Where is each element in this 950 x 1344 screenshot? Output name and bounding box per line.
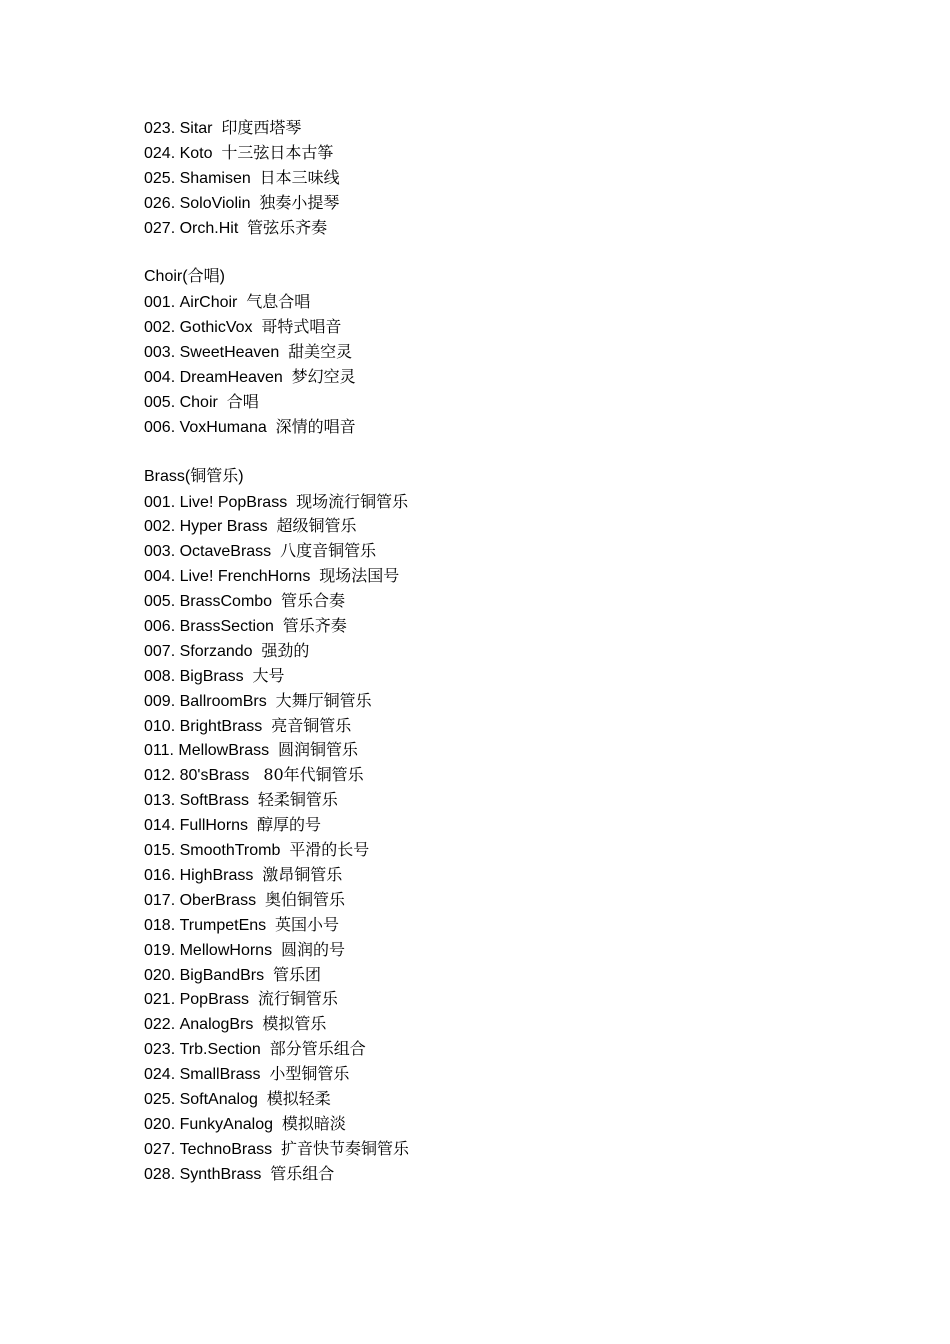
voice-section: [144, 465, 904, 1187]
list-item: [144, 141, 904, 166]
list-item: [144, 216, 904, 241]
voice-chinese-name: 部分管乐组合: [269, 1039, 366, 1059]
voice-number: 005.: [144, 393, 176, 411]
voice-chinese-name: 模拟管乐: [262, 1014, 327, 1034]
voice-chinese-name: 圆润铜管乐: [277, 740, 358, 760]
voice-number: 020.: [144, 1115, 176, 1133]
voice-chinese-name: 现场流行铜管乐: [296, 491, 409, 511]
list-item: [144, 763, 904, 788]
voice-chinese-name: 奥伯铜管乐: [264, 889, 345, 909]
voice-name: Shamisen: [179, 169, 251, 187]
voice-chinese-name: 圆润的号: [280, 939, 345, 959]
voice-number: 027.: [144, 219, 176, 237]
voice-number: 016.: [144, 866, 176, 884]
list-item: [144, 614, 904, 639]
voice-chinese-name: 大舞厅铜管乐: [275, 690, 372, 710]
voice-name: BigBandBrs: [179, 966, 265, 984]
list-item: [144, 639, 904, 664]
voice-chinese-name: 梦幻空灵: [291, 367, 356, 387]
list-item: [144, 564, 904, 589]
list-item: [144, 1087, 904, 1112]
list-item: [144, 315, 904, 340]
list-item: [144, 738, 904, 763]
list-item: [144, 589, 904, 614]
voice-number: 010.: [144, 717, 176, 735]
voice-number: 019.: [144, 941, 176, 959]
voice-name: MellowBrass: [178, 742, 270, 760]
voice-number: 008.: [144, 667, 176, 685]
voice-number: 015.: [144, 842, 176, 860]
voice-number: 026.: [144, 194, 176, 212]
voice-number: 003.: [144, 543, 176, 561]
voice-number: 014.: [144, 817, 176, 835]
list-item: [144, 689, 904, 714]
voice-name: Sitar: [179, 120, 213, 137]
voice-number: 023.: [144, 120, 176, 137]
list-item: [144, 788, 904, 813]
voice-name: OberBrass: [179, 891, 257, 909]
document-page: [144, 116, 904, 1187]
voice-number: 020.: [144, 966, 176, 984]
list-item: [144, 1062, 904, 1087]
voice-chinese-name: 管乐组合: [270, 1163, 335, 1183]
voice-name: FullHorns: [179, 817, 249, 835]
voice-name: Sforzando: [179, 642, 253, 660]
voice-number: 027.: [144, 1140, 176, 1158]
voice-name: BrassSection: [179, 618, 274, 636]
voice-chinese-name: 管乐齐奏: [282, 616, 347, 636]
voice-name: SoloViolin: [179, 194, 251, 212]
voice-name: OctaveBrass: [179, 543, 272, 561]
list-item: [144, 963, 904, 988]
voice-chinese-name: 亮音铜管乐: [271, 715, 352, 735]
voice-number: 002.: [144, 319, 176, 337]
voice-chinese-name: 八度音铜管乐: [280, 541, 377, 561]
voice-number: 004.: [144, 568, 176, 586]
voice-chinese-name: 深情的唱音: [275, 416, 356, 436]
list-item: [144, 838, 904, 863]
voice-chinese-name: 管乐合奏: [280, 591, 345, 611]
voice-name: SmoothTromb: [179, 842, 281, 860]
voice-name: 80'sBrass: [179, 767, 250, 785]
voice-number: 006.: [144, 618, 176, 636]
voice-number: 018.: [144, 916, 176, 934]
voice-section: [144, 265, 904, 439]
voice-chinese-name: 甜美空灵: [288, 342, 353, 362]
voice-name: VoxHumana: [179, 418, 267, 436]
list-item: [144, 863, 904, 888]
voice-number: 005.: [144, 593, 176, 611]
voice-name: FunkyAnalog: [179, 1115, 273, 1133]
voice-name: HighBrass: [179, 866, 254, 884]
list-item: [144, 664, 904, 689]
voice-chinese-name: 激昂铜管乐: [262, 864, 343, 884]
voice-chinese-name: 现场法国号: [319, 566, 400, 586]
list-item: [144, 116, 904, 141]
list-item: [144, 714, 904, 739]
voice-chinese-name: 十三弦日本古筝: [221, 142, 334, 162]
voice-number: 001.: [144, 294, 176, 312]
list-item: [144, 191, 904, 216]
voice-chinese-name: 超级铜管乐: [276, 516, 357, 536]
voice-section: [144, 116, 904, 240]
voice-chinese-name: 管弦乐齐奏: [247, 217, 328, 237]
voice-name: MellowHorns: [179, 941, 273, 959]
voice-name: Live! PopBrass: [179, 493, 288, 511]
list-item: [144, 539, 904, 564]
voice-chinese-name: 印度西塔琴: [221, 118, 302, 137]
list-item: [144, 913, 904, 938]
voice-number: 024.: [144, 1066, 176, 1084]
list-item: [144, 888, 904, 913]
voice-name: Choir: [179, 393, 218, 411]
voice-number: 023.: [144, 1041, 176, 1059]
voice-number: 009.: [144, 692, 176, 710]
voice-name: SweetHeaven: [179, 344, 280, 362]
voice-number: 022.: [144, 1016, 176, 1034]
voice-number: 006.: [144, 418, 176, 436]
list-item: [144, 365, 904, 390]
voice-name: Koto: [179, 144, 213, 162]
voice-name: Live! FrenchHorns: [179, 568, 311, 586]
voice-number: 021.: [144, 991, 176, 1009]
voice-chinese-name: 合唱: [226, 391, 259, 411]
list-item: [144, 1112, 904, 1137]
list-item: [144, 987, 904, 1012]
voice-chinese-name: 强劲的: [261, 640, 310, 660]
list-item: [144, 490, 904, 515]
voice-number: 001.: [144, 493, 176, 511]
list-item: [144, 514, 904, 539]
voice-name: BallroomBrs: [179, 692, 267, 710]
voice-chinese-name: 扩音快节奏铜管乐: [280, 1138, 409, 1158]
voice-chinese-name: 80年代铜管乐: [258, 765, 364, 785]
voice-number: 017.: [144, 891, 176, 909]
list-item: [144, 1012, 904, 1037]
voice-number: 004.: [144, 369, 176, 387]
voice-chinese-name: 模拟暗淡: [281, 1113, 346, 1133]
voice-number: 002.: [144, 518, 176, 536]
list-item: [144, 415, 904, 440]
voice-number: 011.: [144, 742, 174, 760]
list-item: [144, 1137, 904, 1162]
voice-chinese-name: 大号: [252, 665, 285, 685]
voice-name: GothicVox: [179, 319, 253, 337]
voice-name: TechnoBrass: [179, 1140, 273, 1158]
list-item: [144, 813, 904, 838]
voice-chinese-name: 轻柔铜管乐: [257, 790, 338, 810]
voice-chinese-name: 模拟轻柔: [266, 1088, 331, 1108]
voice-chinese-name: 流行铜管乐: [257, 989, 338, 1009]
voice-chinese-name: 小型铜管乐: [269, 1064, 350, 1084]
voice-name: TrumpetEns: [179, 916, 267, 934]
section-heading: Brass(铜管乐): [144, 467, 244, 485]
voice-name: SoftAnalog: [179, 1090, 258, 1108]
list-item: [144, 290, 904, 315]
voice-number: 025.: [144, 169, 176, 187]
voice-name: PopBrass: [179, 991, 249, 1009]
voice-chinese-name: 管乐团: [272, 964, 321, 984]
voice-name: AnalogBrs: [179, 1016, 254, 1034]
voice-name: AirChoir: [179, 294, 238, 312]
voice-name: Hyper Brass: [179, 518, 268, 536]
voice-name: DreamHeaven: [179, 369, 283, 387]
voice-name: BigBrass: [179, 667, 244, 685]
list-item: [144, 340, 904, 365]
voice-number: 028.: [144, 1165, 176, 1183]
voice-number: 013.: [144, 792, 176, 810]
list-item: [144, 1162, 904, 1187]
list-item: [144, 390, 904, 415]
list-item: [144, 1037, 904, 1062]
voice-number: 007.: [144, 642, 176, 660]
voice-name: SynthBrass: [179, 1165, 262, 1183]
list-item: [144, 166, 904, 191]
voice-number: 025.: [144, 1090, 176, 1108]
section-heading: Choir(合唱): [144, 268, 225, 286]
voice-number: 024.: [144, 144, 176, 162]
voice-chinese-name: 平滑的长号: [289, 840, 370, 860]
voice-chinese-name: 气息合唱: [246, 292, 311, 312]
voice-chinese-name: 哥特式唱音: [261, 317, 342, 337]
voice-number: 003.: [144, 344, 176, 362]
voice-chinese-name: 醇厚的号: [256, 815, 321, 835]
voice-chinese-name: 日本三味线: [259, 167, 340, 187]
voice-name: BrassCombo: [179, 593, 273, 611]
voice-name: SoftBrass: [179, 792, 249, 810]
list-item: [144, 938, 904, 963]
voice-chinese-name: 独奏小提琴: [259, 192, 340, 212]
voice-chinese-name: 英国小号: [275, 914, 340, 934]
voice-name: Orch.Hit: [179, 219, 239, 237]
voice-number: 012.: [144, 767, 176, 785]
voice-name: Trb.Section: [179, 1041, 261, 1059]
voice-name: BrightBrass: [179, 717, 263, 735]
voice-name: SmallBrass: [179, 1066, 261, 1084]
